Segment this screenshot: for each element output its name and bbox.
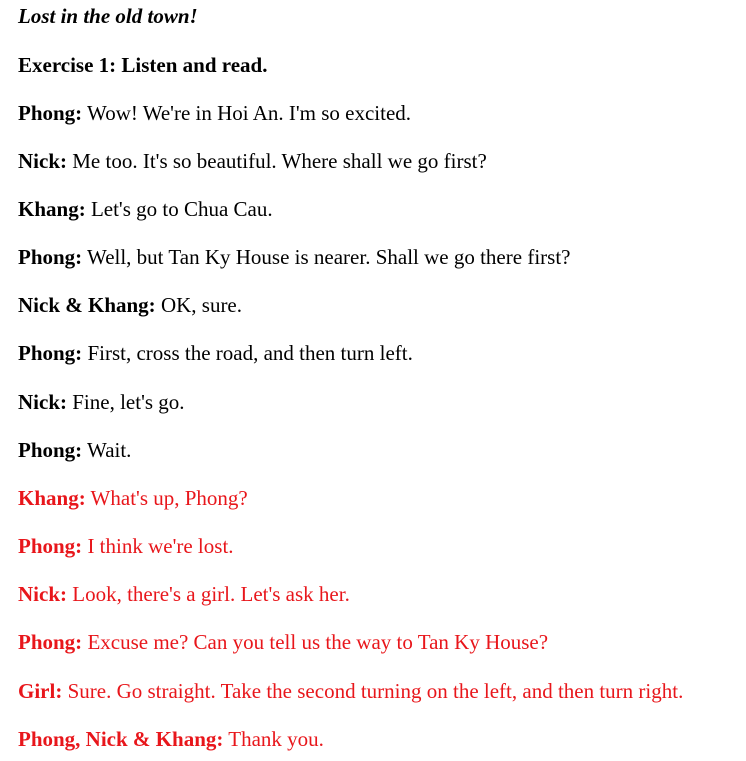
dialogue-line-highlighted [18, 632, 548, 653]
dialogue-text: What's up, Phong? [85, 486, 248, 510]
dialogue-line-highlighted [18, 584, 350, 605]
dialogue-text: Me too. It's so beautiful. Where shall we go first? [67, 149, 487, 173]
dialogue-line [18, 392, 185, 413]
dialogue-line [18, 247, 570, 268]
dialogue-line [18, 440, 131, 461]
speaker-name: Phong: [18, 101, 83, 125]
speaker-name: Nick & Khang: [18, 293, 156, 317]
speaker-name: Nick: [18, 582, 67, 606]
speaker-name: Phong: [18, 630, 83, 654]
dialogue-line [18, 103, 411, 124]
dialogue-line [18, 199, 273, 220]
dialogue-text: Look, there's a girl. Let's ask her. [67, 582, 350, 606]
dialogue-text: Well, but Tan Ky House is nearer. Shall we go there first? [82, 245, 571, 269]
speaker-name: Phong: [18, 245, 83, 269]
speaker-name: Phong: [18, 341, 83, 365]
dialogue-text: Let's go to Chua Cau. [85, 197, 273, 221]
speaker-name: Phong, Nick & Khang: [18, 727, 224, 751]
speaker-name: Khang: [18, 197, 86, 221]
dialogue-text: Wow! We're in Hoi An. I'm so excited. [82, 101, 412, 125]
dialogue-text: Excuse me? Can you tell us the way to Tan Ky House? [82, 630, 549, 654]
dialogue-line-highlighted [18, 488, 248, 509]
dialogue-text: I think we're lost. [82, 534, 234, 558]
document-title: Lost in the old town! [18, 4, 198, 28]
dialogue-text: First, cross the road, and then turn left. [82, 341, 413, 365]
speaker-name: Nick: [18, 149, 67, 173]
dialogue-text: Wait. [82, 438, 132, 462]
dialogue-line [18, 151, 487, 172]
speaker-name: Khang: [18, 486, 86, 510]
speaker-name: Phong: [18, 534, 83, 558]
speaker-name: Nick: [18, 390, 67, 414]
dialogue-text: Sure. Go straight. Take the second turning on the left, and then turn right. [62, 679, 684, 703]
dialogue-text: Fine, let's go. [67, 390, 185, 414]
dialogue-line-highlighted [18, 681, 683, 702]
dialogue-text: Thank you. [223, 727, 324, 751]
dialogue-line-highlighted [18, 729, 324, 750]
speaker-name: Girl: [18, 679, 63, 703]
dialogue-line-highlighted [18, 536, 234, 557]
dialogue-text: OK, sure. [155, 293, 243, 317]
speaker-name: Phong: [18, 438, 83, 462]
exercise-heading: Exercise 1: Listen and read. [18, 53, 268, 77]
dialogue-line [18, 343, 413, 364]
dialogue-line [18, 295, 242, 316]
